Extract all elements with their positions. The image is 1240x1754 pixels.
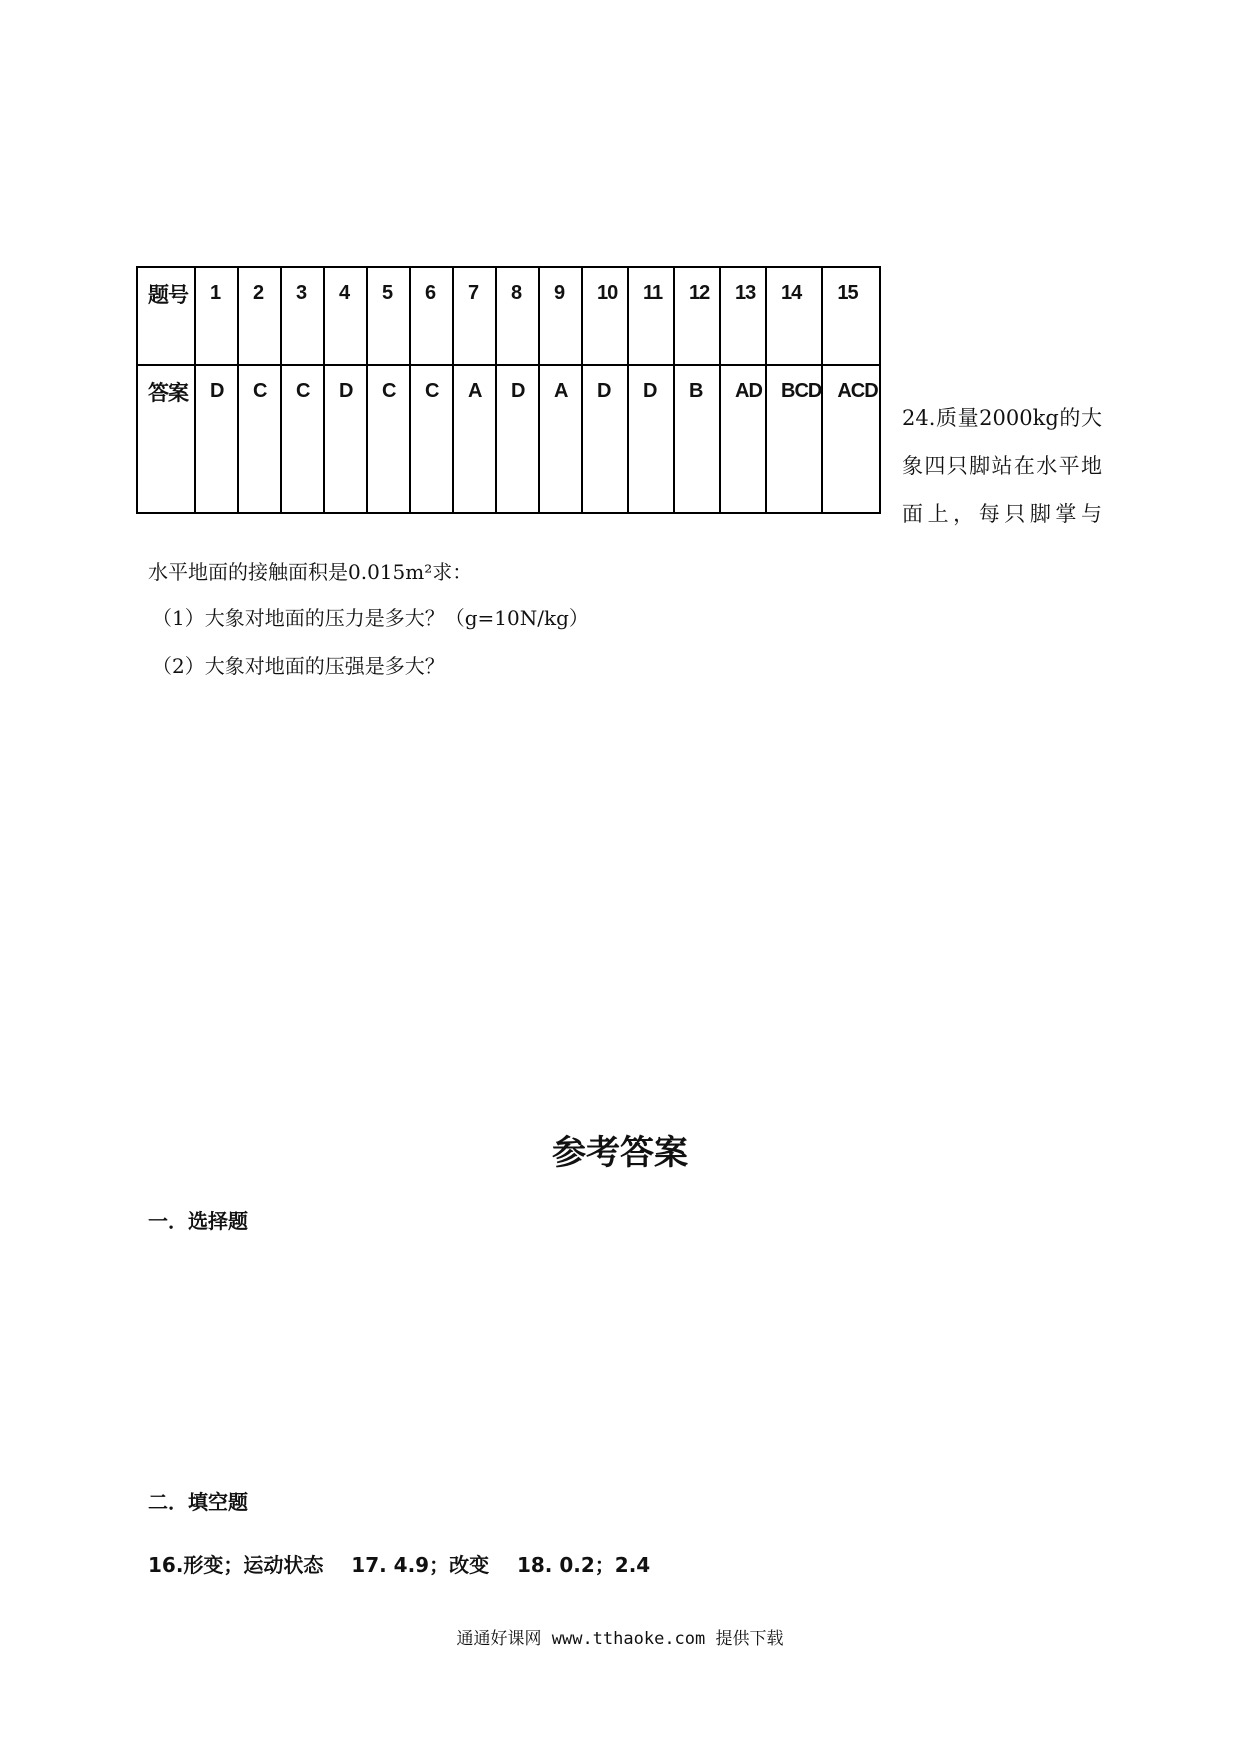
- answers-title: 参考答案: [552, 1133, 688, 1173]
- table-cell: D: [324, 365, 367, 513]
- table-cell: 4: [324, 267, 367, 365]
- table-row-answers: [137, 365, 880, 513]
- table-cell: 2: [238, 267, 281, 365]
- section-fill-heading: 二．填空题: [148, 1490, 248, 1514]
- question-24-continuation: 水平地面的接触面积是0.015m²求：: [148, 560, 473, 584]
- table-cell: D: [582, 365, 628, 513]
- table-cell: 13: [720, 267, 766, 365]
- table-cell: 9: [539, 267, 582, 365]
- table-cell: 3: [281, 267, 324, 365]
- row-header-numbers: 题号: [137, 267, 195, 365]
- table-cell: ACD: [822, 365, 880, 513]
- table-cell: 12: [674, 267, 720, 365]
- table-cell: D: [496, 365, 539, 513]
- table-cell: 10: [582, 267, 628, 365]
- table-cell: AD: [720, 365, 766, 513]
- table-cell: D: [195, 365, 238, 513]
- table-row-numbers: [137, 267, 880, 365]
- footer-source: 通通好课网 www.tthaoke.com 提供下载: [456, 1629, 784, 1649]
- table-cell: D: [628, 365, 674, 513]
- table-cell: B: [674, 365, 720, 513]
- section-choice-heading: 一．选择题: [148, 1209, 248, 1233]
- table-cell: A: [453, 365, 496, 513]
- table-cell: 7: [453, 267, 496, 365]
- table-cell: 14: [766, 267, 822, 365]
- table-cell: 5: [367, 267, 410, 365]
- table-cell: A: [539, 365, 582, 513]
- table-cell: 8: [496, 267, 539, 365]
- table-cell: C: [238, 365, 281, 513]
- row-header-answers: 答案: [137, 365, 195, 513]
- table-cell: 6: [410, 267, 453, 365]
- table-cell: 1: [195, 267, 238, 365]
- table-cell: 11: [628, 267, 674, 365]
- table-cell: C: [281, 365, 324, 513]
- table-cell: BCD: [766, 365, 822, 513]
- question-24-intro: 24.质量2000kg的大象四只脚站在水平地面上，每只脚掌与: [902, 406, 1102, 526]
- question-24-part-2: （2）大象对地面的压强是多大？: [152, 654, 445, 678]
- table-cell: 15: [822, 267, 880, 365]
- question-24-part-1: （1）大象对地面的压力是多大？（g=10N/kg）: [152, 606, 589, 630]
- table-cell: C: [367, 365, 410, 513]
- table-cell: C: [410, 365, 453, 513]
- fill-answers-line: 16.形变；运动状态 17. 4.9；改变 18. 0.2；2.4: [148, 1553, 651, 1577]
- answer-table: [136, 266, 881, 514]
